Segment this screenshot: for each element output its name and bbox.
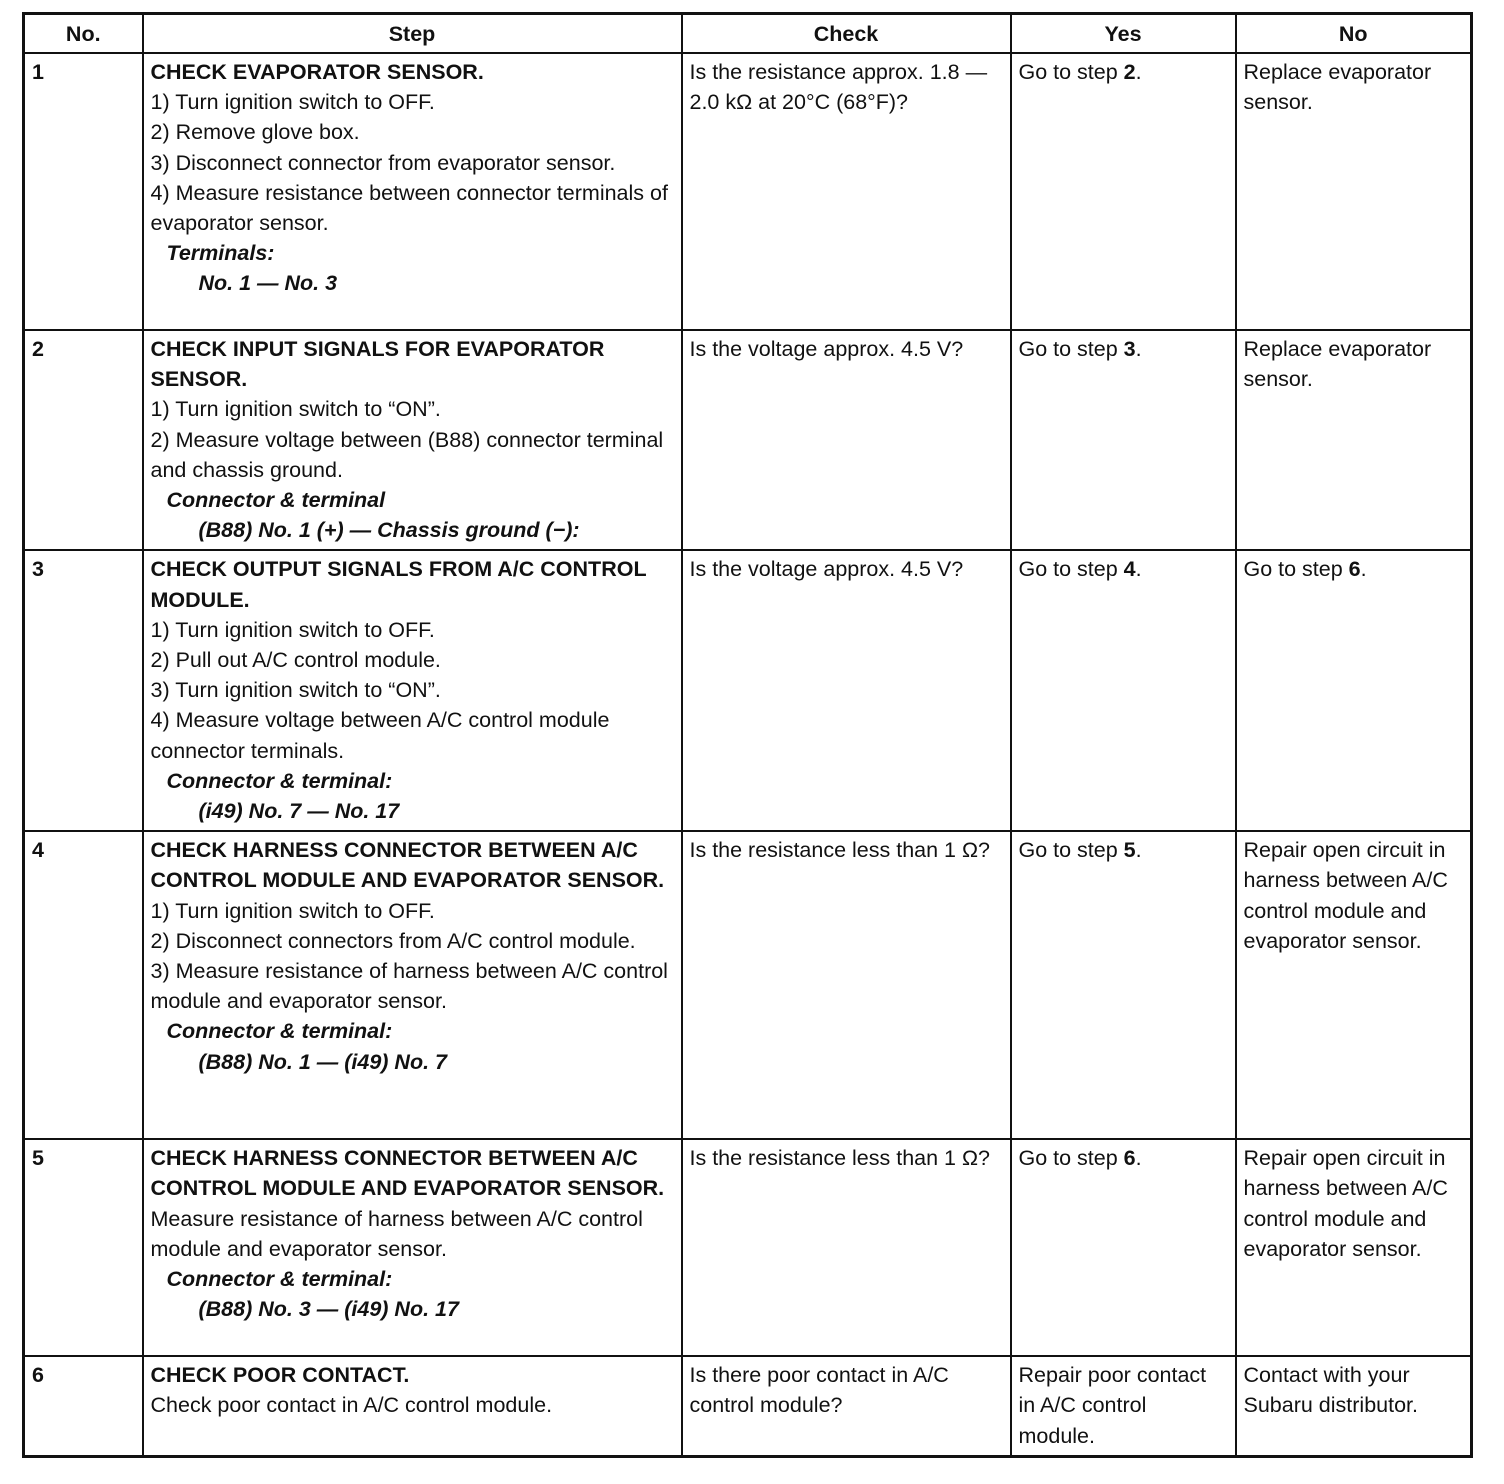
step-instruction: Measure resistance of harness between A/C control module and evaporator sensor. (150, 1206, 643, 1261)
step-number-text: 4 (32, 838, 44, 863)
step-title: CHECK OUTPUT SIGNALS FROM A/C CONTROL MODULE. (150, 557, 647, 612)
header-row (24, 14, 1472, 54)
yes-step-ref: 5 (1123, 838, 1136, 863)
spec-value: (i49) No. 7 — No. 17 (198, 799, 400, 824)
header-no-result: No (1236, 14, 1472, 54)
header-step: Step (143, 14, 682, 54)
spec-label: Connector & terminal: (166, 1019, 393, 1044)
yes-cell (1011, 550, 1236, 831)
spec-label: Connector & terminal: (166, 1267, 393, 1292)
step-instruction: 1) Turn ignition switch to “ON”. (150, 397, 441, 422)
step-instruction: 4) Measure voltage between A/C control module connector terminals. (150, 708, 610, 763)
no-cell: Repair open circuit in harness between A/C control module and evaporator sensor. (1236, 831, 1472, 1139)
step-number (24, 53, 143, 330)
step-number (24, 831, 143, 1139)
header-yes: Yes (1011, 14, 1236, 54)
step-number (24, 1139, 143, 1356)
table-row (24, 1356, 1472, 1456)
step-instruction: 3) Measure resistance of harness between A/C control module and evaporator sensor. (150, 959, 668, 1014)
step-title: CHECK HARNESS CONNECTOR BETWEEN A/C CONTROL MODULE AND EVAPORATOR SENSOR. (150, 1146, 665, 1201)
yes-step-ref: 6 (1123, 1146, 1136, 1171)
table-row (24, 330, 1472, 550)
yes-suffix: . (1135, 557, 1142, 582)
table-row (24, 53, 1472, 330)
step-instruction: 3) Disconnect connector from evaporator sensor. (150, 150, 616, 175)
step-instruction: 2) Remove glove box. (150, 120, 360, 145)
diagnosis-table (22, 12, 1473, 1458)
step-cell (143, 330, 682, 550)
check-cell: Is the voltage approx. 4.5 V? (682, 550, 1011, 831)
spec-value: No. 1 — No. 3 (198, 271, 338, 296)
header-check: Check (682, 14, 1011, 54)
yes-step-ref: 2 (1123, 60, 1136, 84)
header-no: No. (24, 14, 143, 54)
no-cell: Replace evaporator sensor. (1236, 53, 1472, 330)
step-cell (143, 53, 682, 330)
spec-label: Connector & terminal (166, 488, 386, 513)
step-cell (143, 1139, 682, 1356)
step-instruction: 1) Turn ignition switch to OFF. (150, 617, 435, 642)
step-title: CHECK INPUT SIGNALS FOR EVAPORATOR SENSOR. (150, 337, 605, 392)
no-cell: Repair open circuit in harness between A/C control module and evaporator sensor. (1236, 1139, 1472, 1356)
step-instruction: 1) Turn ignition switch to OFF. (150, 898, 435, 923)
step-instruction: 3) Turn ignition switch to “ON”. (150, 678, 441, 703)
step-number (24, 550, 143, 831)
yes-cell (1011, 53, 1236, 330)
step-instruction: 2) Disconnect connectors from A/C control module. (150, 928, 636, 953)
no-cell (1236, 550, 1472, 831)
yes-cell (1011, 330, 1236, 550)
yes-suffix: . (1135, 838, 1142, 863)
spec-value: (B88) No. 1 — (i49) No. 7 (198, 1049, 447, 1074)
step-number (24, 330, 143, 550)
step-cell (143, 1356, 682, 1456)
step-instruction: 1) Turn ignition switch to OFF. (150, 90, 435, 115)
step-instruction: Check poor contact in A/C control module. (150, 1393, 553, 1418)
no-cell: Contact with your Subaru distributor. (1236, 1356, 1472, 1456)
step-instruction: 2) Pull out A/C control module. (150, 648, 441, 673)
no-cell: Replace evaporator sensor. (1236, 330, 1472, 550)
table-row (24, 550, 1472, 831)
step-instruction: 4) Measure resistance between connector terminals of evaporator sensor. (150, 180, 668, 236)
yes-suffix: . (1135, 1146, 1142, 1171)
table-row (24, 831, 1472, 1139)
check-cell: Is the voltage approx. 4.5 V? (682, 330, 1011, 550)
no-step-ref: 6 (1348, 557, 1361, 582)
step-title: CHECK HARNESS CONNECTOR BETWEEN A/C CONTROL MODULE AND EVAPORATOR SENSOR. (150, 838, 665, 893)
spec-label: Connector & terminal: (166, 768, 393, 793)
check-cell: Is there poor contact in A/C control module? (682, 1356, 1011, 1456)
yes-suffix: . (1135, 337, 1142, 361)
check-cell: Is the resistance less than 1 Ω? (682, 1139, 1011, 1356)
table-row (24, 1139, 1472, 1356)
yes-cell: Repair poor contact in A/C control module. (1011, 1356, 1236, 1456)
step-title: CHECK POOR CONTACT. (150, 1363, 410, 1388)
step-cell (143, 831, 682, 1139)
yes-prefix: Go to step (1018, 337, 1124, 361)
step-number-text: 6 (32, 1363, 44, 1388)
no-prefix: Go to step (1243, 557, 1349, 582)
yes-prefix: Go to step (1018, 557, 1124, 582)
yes-step-ref: 3 (1123, 337, 1136, 361)
table-header (24, 14, 1472, 54)
check-cell: Is the resistance less than 1 Ω? (682, 831, 1011, 1139)
check-cell: Is the resistance approx. 1.8 — 2.0 kΩ at 20°C (68°F)? (682, 53, 1011, 330)
yes-cell (1011, 831, 1236, 1139)
yes-step-ref: 4 (1123, 557, 1136, 582)
step-instruction: 2) Measure voltage between (B88) connector terminal and chassis ground. (150, 427, 664, 482)
no-suffix: . (1360, 557, 1367, 582)
yes-prefix: Go to step (1018, 838, 1124, 863)
step-number-text: 2 (32, 337, 44, 361)
step-cell (143, 550, 682, 831)
yes-prefix: Go to step (1018, 60, 1124, 84)
yes-cell (1011, 1139, 1236, 1356)
spec-label: Terminals: (166, 241, 275, 266)
spec-value: (B88) No. 1 (+) — Chassis ground (−): (198, 518, 580, 543)
step-title: CHECK EVAPORATOR SENSOR. (150, 60, 484, 84)
step-number-text: 3 (32, 557, 44, 582)
step-number-text: 5 (32, 1146, 44, 1171)
spec-value: (B88) No. 3 — (i49) No. 17 (198, 1297, 459, 1322)
yes-prefix: Go to step (1018, 1146, 1124, 1171)
step-number-text: 1 (32, 60, 44, 84)
yes-suffix: . (1135, 60, 1142, 84)
step-number (24, 1356, 143, 1456)
